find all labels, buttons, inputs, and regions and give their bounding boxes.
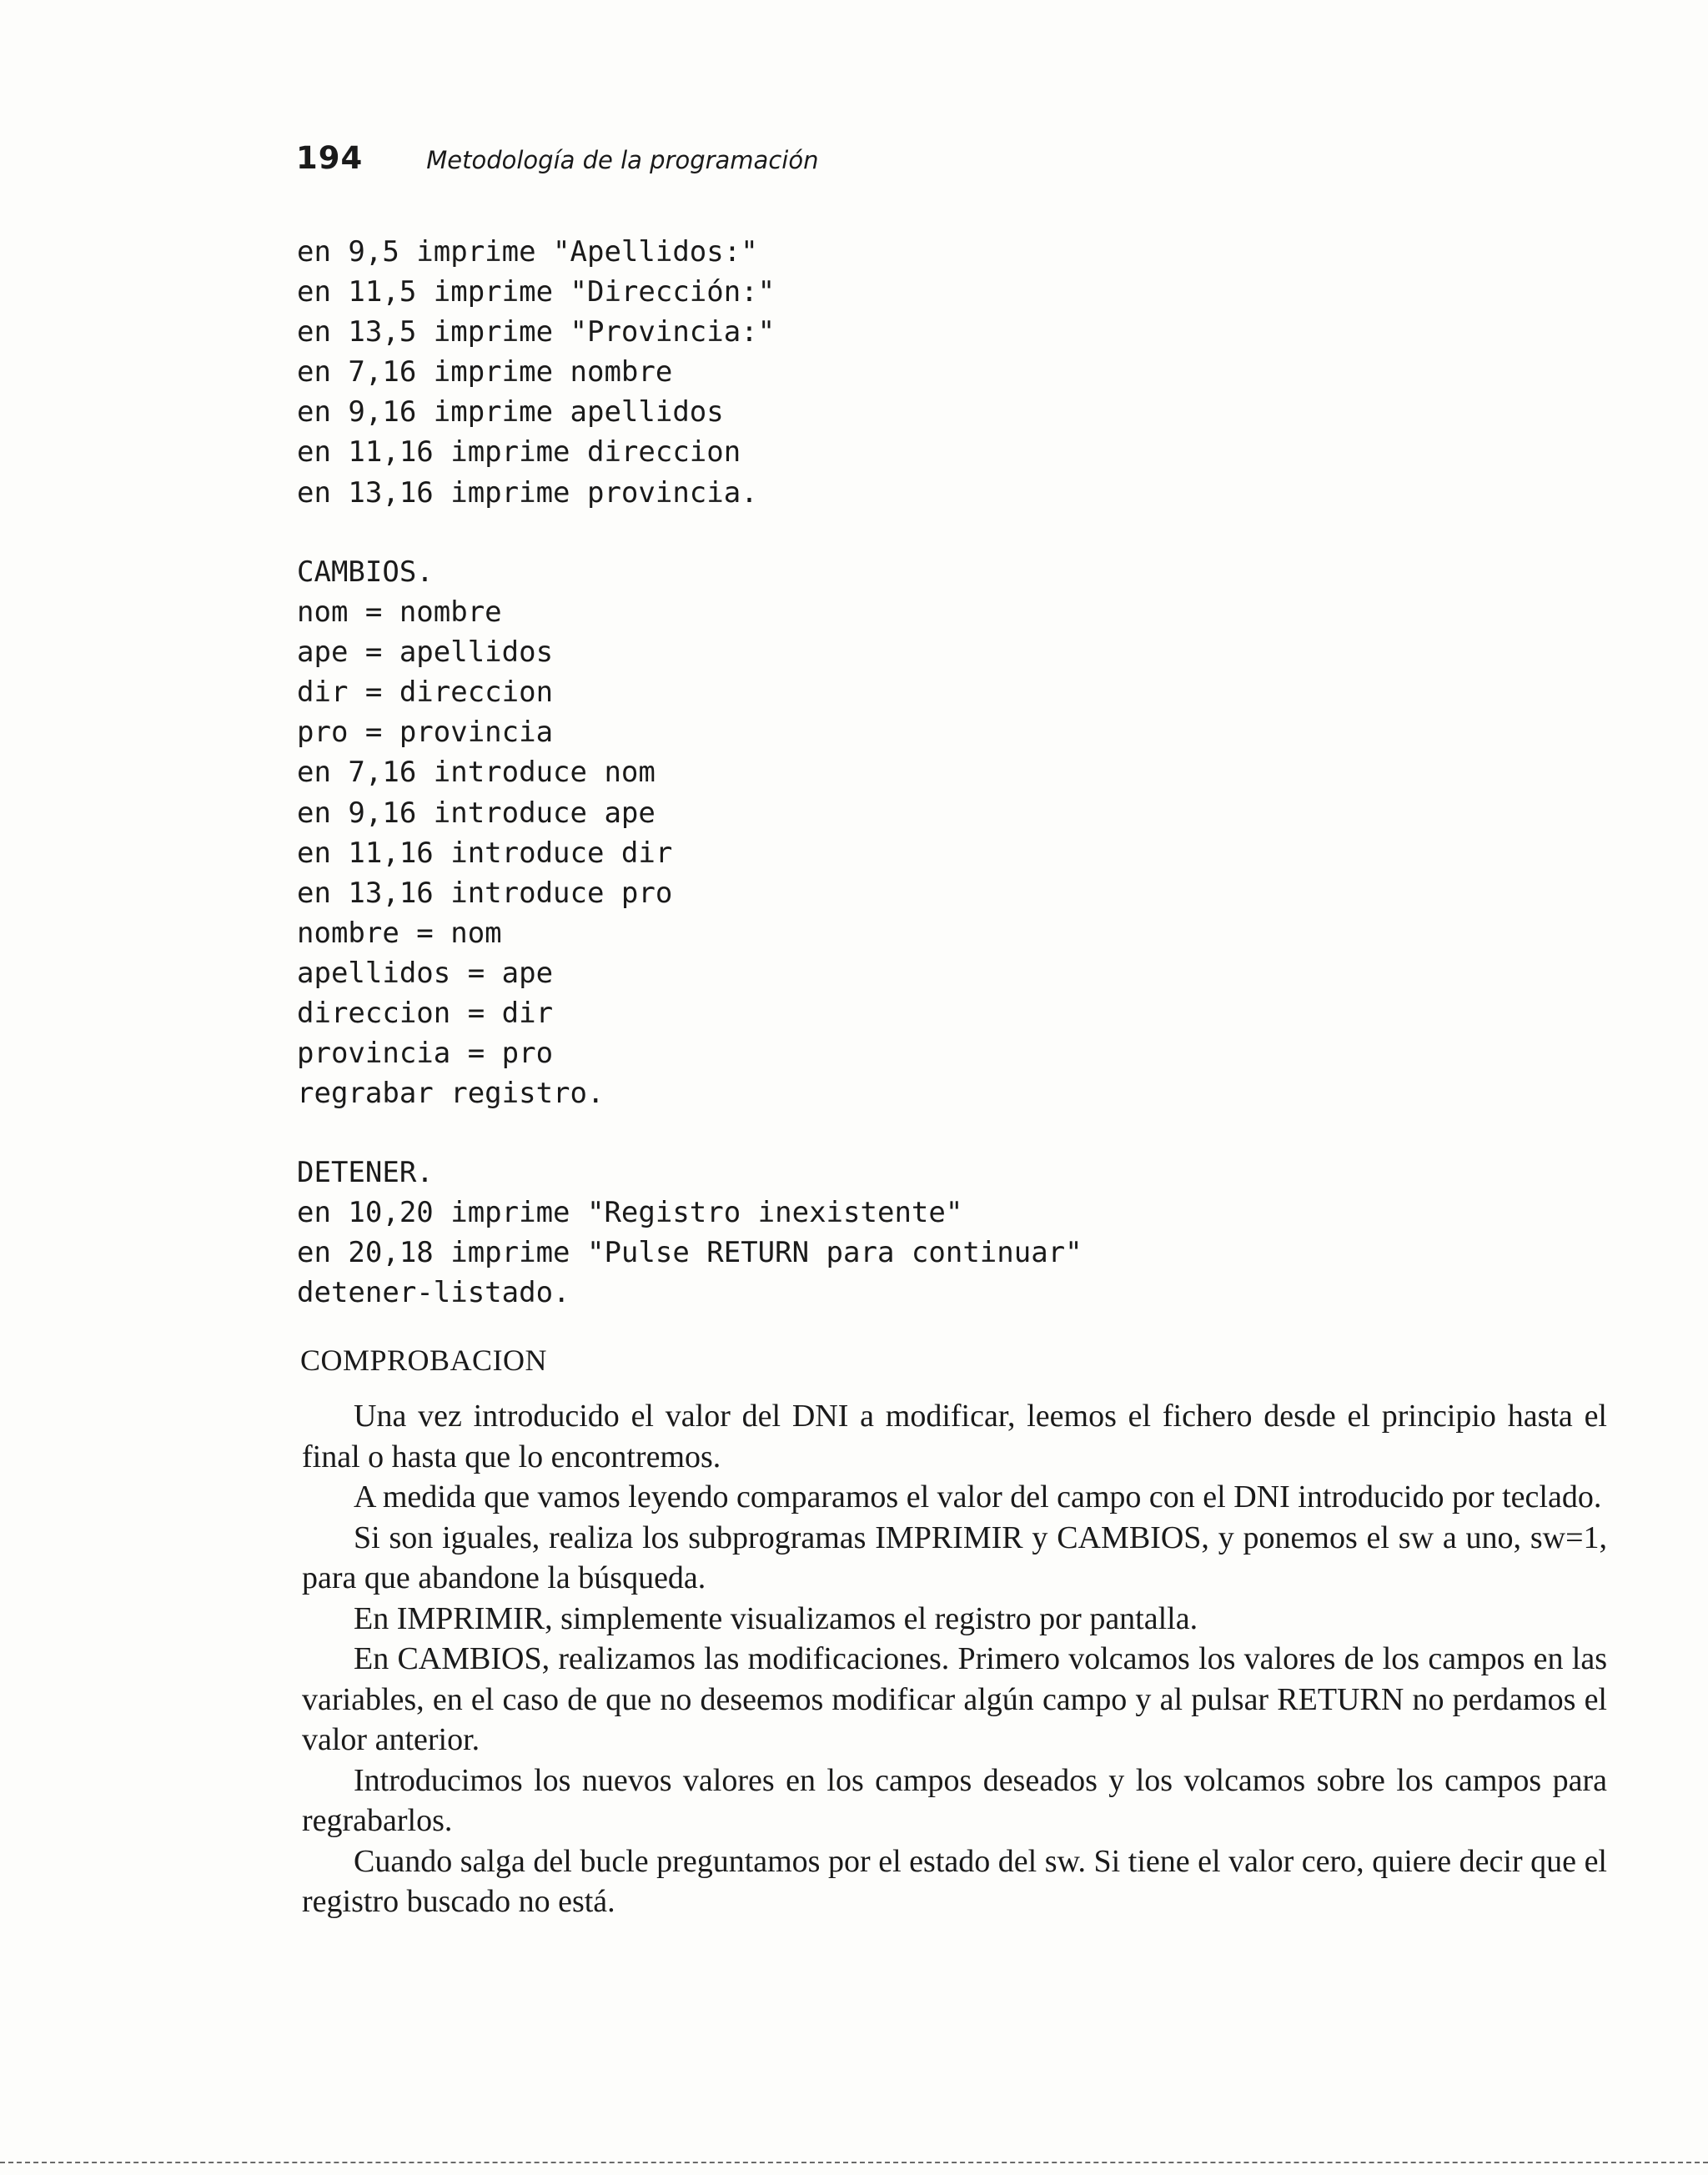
code-line: nombre = nom bbox=[297, 916, 502, 950]
page-bottom-edge bbox=[0, 2162, 1708, 2163]
code-line: DETENER. bbox=[297, 1156, 434, 1189]
code-block-cambios bbox=[297, 552, 672, 1113]
code-line: provincia = pro bbox=[297, 1037, 554, 1071]
code-line: en 13,16 introduce pro bbox=[297, 876, 673, 910]
code-line: nom = nombre bbox=[297, 595, 502, 630]
code-line: en 9,16 introduce ape bbox=[297, 796, 656, 830]
code-line: en 11,5 imprime "Dirección:" bbox=[297, 275, 776, 309]
paragraph: Introducimos los nuevos valores en los campos deseados y los volcamos sobre los campos para regrabarlos. bbox=[302, 1762, 1607, 1838]
paragraph: Si son iguales, realiza los subprogramas IMPRIMIR y CAMBIOS, y ponemos el sw a uno, sw=1, para que abandone la búsqueda. bbox=[302, 1519, 1607, 1595]
page-header bbox=[296, 140, 818, 176]
code-line: en 9,5 imprime "Apellidos:" bbox=[297, 235, 758, 269]
code-line: detener-listado. bbox=[297, 1276, 570, 1310]
code-line: en 7,16 imprime nombre bbox=[297, 355, 673, 389]
code-line: en 20,18 imprime "Pulse RETURN para continuar" bbox=[297, 1236, 1083, 1270]
code-line: ape = apellidos bbox=[297, 635, 554, 670]
running-title: Metodología de la programación bbox=[426, 146, 819, 174]
paragraph: A medida que vamos leyendo comparamos el valor del campo con el DNI introducido por teclado. bbox=[354, 1479, 1602, 1514]
code-line: en 11,16 introduce dir bbox=[297, 836, 673, 870]
paragraph: Cuando salga del bucle preguntamos por el estado del sw. Si tiene el valor cero, quiere decir que el registro buscado no está. bbox=[302, 1843, 1607, 1919]
code-line: en 7,16 introduce nom bbox=[297, 756, 656, 790]
page-number: 194 bbox=[296, 140, 364, 176]
code-line: en 10,20 imprime "Registro inexistente" bbox=[297, 1196, 963, 1230]
code-line: en 11,16 imprime direccion bbox=[297, 435, 741, 470]
code-line: direccion = dir bbox=[297, 997, 554, 1031]
code-line: apellidos = ape bbox=[297, 956, 554, 990]
section-body bbox=[302, 1396, 1607, 1922]
code-line: en 9,16 imprime apellidos bbox=[297, 395, 724, 429]
code-line: regrabar registro. bbox=[297, 1077, 605, 1111]
paragraph: Una vez introducido el valor del DNI a modificar, leemos el fichero desde el principio hasta el final o hasta que lo encontremos. bbox=[302, 1399, 1607, 1474]
code-block-detener bbox=[297, 1153, 1083, 1313]
code-line: dir = direccion bbox=[297, 676, 554, 710]
paragraph: En CAMBIOS, realizamos las modificaciones. Primero volcamos los valores de los campos en las variables, en el caso de que no deseemos modificar algún campo y al pulsar RETURN no perdamos el valor anterior. bbox=[302, 1641, 1607, 1757]
code-line: pro = provincia bbox=[297, 716, 554, 750]
paragraph: En IMPRIMIR, simplemente visualizamos el registro por pantalla. bbox=[354, 1600, 1198, 1636]
code-block-imprimir-continued bbox=[297, 232, 775, 513]
code-line: CAMBIOS. bbox=[297, 555, 434, 589]
section-heading: COMPROBACION bbox=[300, 1344, 548, 1377]
code-line: en 13,16 imprime provincia. bbox=[297, 475, 758, 510]
code-line: en 13,5 imprime "Provincia:" bbox=[297, 315, 776, 349]
